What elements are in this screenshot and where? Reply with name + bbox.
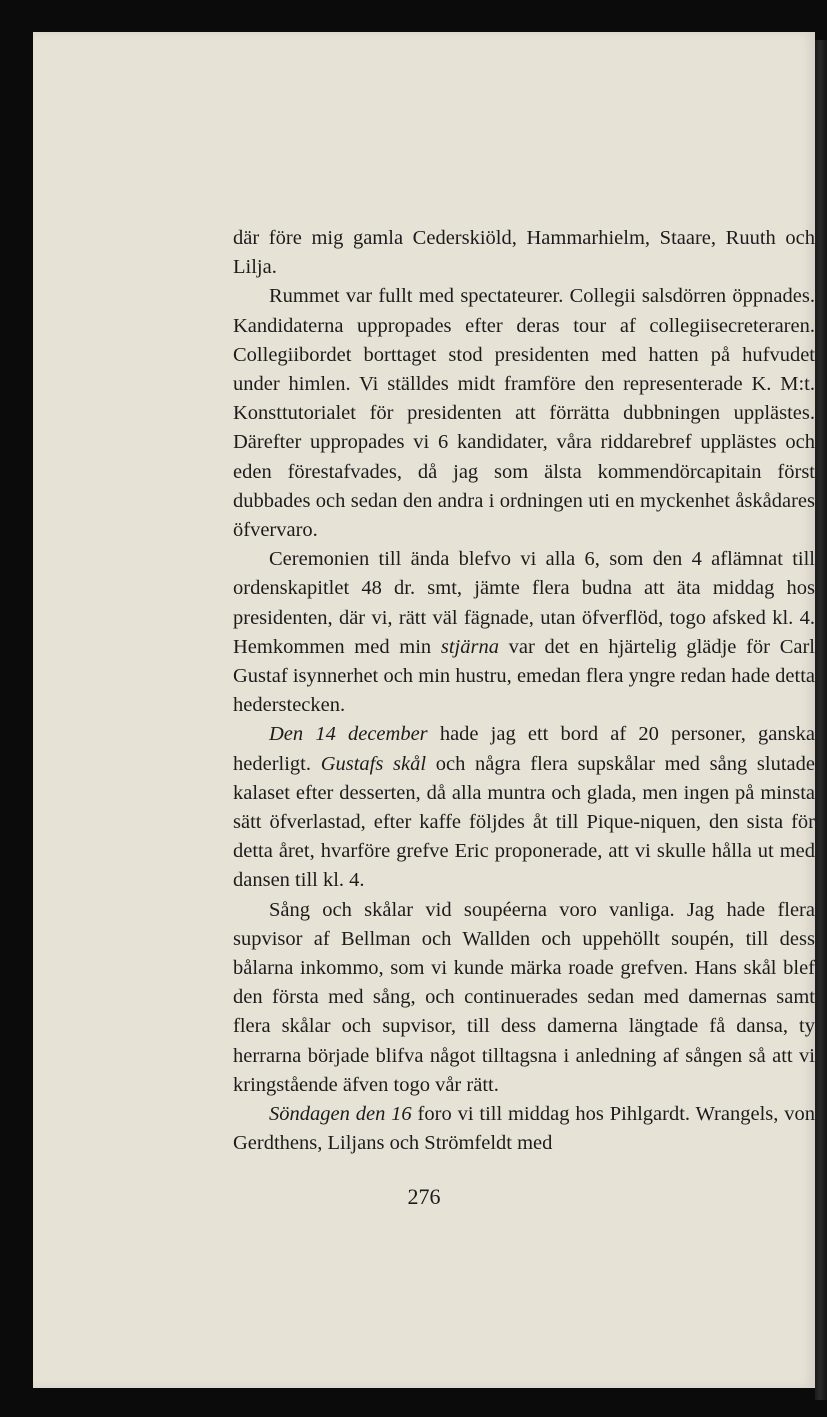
paragraph	[233, 282, 815, 545]
book-edge	[815, 40, 827, 1400]
text-run: där före mig gamla Cederskiöld, Hammarhielm, Staare, Ruuth och Lilja.	[233, 227, 815, 279]
body-text	[233, 224, 815, 1159]
book-page	[33, 32, 815, 1388]
italic-text: Gustafs skål	[320, 752, 427, 775]
text-run: foro vi till middag hos Pihlgardt. Wrangels, von Gerdthens, Liljans och Strömfeldt med	[233, 1103, 815, 1155]
text-run: hade jag ett bord af 20 personer, ganska hederligt.	[233, 723, 815, 775]
text-run: och några flera supskålar med sång slutade kalaset efter desserten, då alla muntra och glada, men ingen på minsta sätt öfverlastad, efter kaffe följdes åt till Pique-niquen, den sista för detta året, hvarföre grefve Eric proponerade, att vi skulle hålla ut med dansen till kl. 4.	[233, 752, 815, 892]
paragraph	[233, 224, 815, 282]
paragraph	[233, 1100, 815, 1158]
text-run: Ceremonien till ända blefvo vi alla 6, som den 4 aflämnat till ordenskapitlet 48 dr. smt, jämte flera budna att äta middag hos presidenten, där vi, rätt väl fägnade, utan öfverflöd, togo afsked kl. 4. Hemkommen med min	[233, 548, 815, 658]
page-number: 276	[407, 1184, 441, 1209]
text-run: Sång och skålar vid soupéerna voro vanliga. Jag hade flera supvisor af Bellman och Wallden och uppehöllt soupén, till dess bålarna inkommo, som vi kunde märka roade grefven. Hans skål blef den första med sång, och continuerades sedan med damernas samt flera skålar och supvisor, till dess damerna längtade få dansa, ty herrarna började blifva något tilltagsna i anledning af sången så att vi kringstående äfven togo vår rätt.	[233, 898, 815, 1096]
paragraph	[233, 545, 815, 720]
italic-text: Den 14 december	[269, 723, 428, 746]
italic-text: stjärna	[440, 635, 499, 658]
paragraph	[233, 896, 815, 1100]
text-run: Rummet var fullt med spectateurer. Collegii salsdörren öppnades. Kandidaterna uppropades efter deras tour af collegiisecreteraren. Collegiibordet borttaget stod presidenten med hatten på hufvudet under himlen. Vi ställdes midt framföre den representerade K. M:t. Konsttutorialet för presidenten att förrätta dubbningen upplästes. Därefter uppropades vi 6 kandidater, våra riddarebref upplästes och eden förestafvades, då jag som älsta kommendörcapitain först dubbades och sedan den andra i ordningen uti en myckenhet åskådares öfvervaro.	[233, 285, 815, 542]
text-run: var det en hjärtelig glädje för Carl Gustaf isynnerhet och min hustru, emedan flera yngre redan hade detta hederstecken.	[233, 635, 815, 717]
paragraph	[233, 720, 815, 895]
italic-text: Söndagen den 16	[269, 1103, 412, 1126]
